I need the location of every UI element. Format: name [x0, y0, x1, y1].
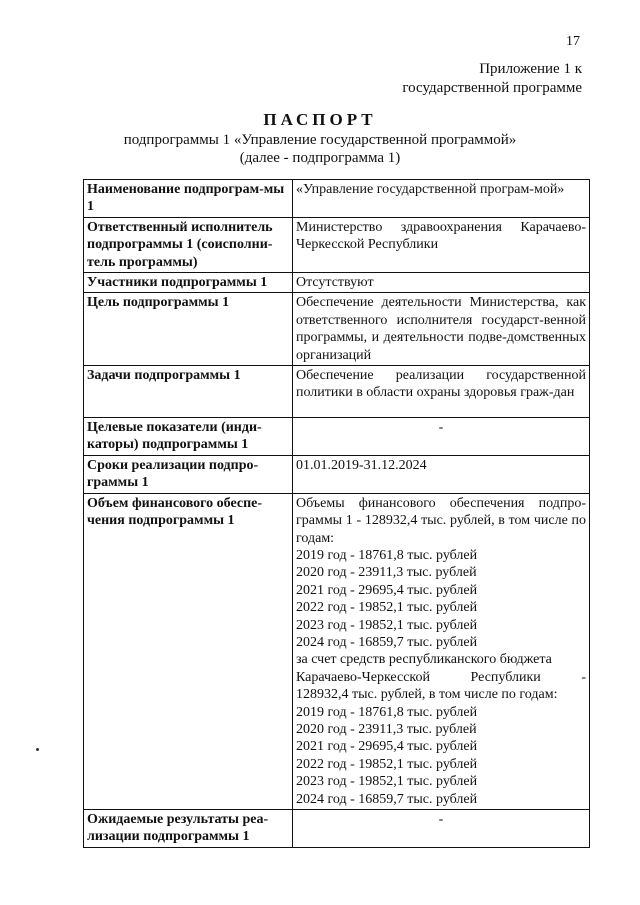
- row-value: «Управление государственной програм-мой»: [293, 180, 590, 218]
- row-value: 01.01.2019-31.12.2024: [293, 455, 590, 493]
- year-amount: 2020 год - 23911,3 тыс. рублей: [296, 565, 477, 581]
- row-value: -: [293, 418, 590, 456]
- document-title: ПАСПОРТ: [263, 110, 377, 129]
- row-value: Обеспечение реализации государственной политики в области охраны здоровья граж-дан: [293, 366, 590, 418]
- subtitle-line-2: (далее - подпрограмма 1): [239, 150, 401, 166]
- row-label: Задачи подпрограммы 1: [84, 366, 293, 418]
- year-amount: 2020 год - 23911,3 тыс. рублей: [296, 721, 477, 737]
- table-row: [84, 418, 590, 456]
- table-row: [84, 366, 590, 418]
- year-amount: 2019 год - 18761,8 тыс. рублей: [296, 704, 478, 720]
- table-row: [84, 493, 590, 809]
- year-amount: 2022 год - 19852,1 тыс. рублей: [296, 756, 478, 772]
- budget-intro-line-2: Карачаево-Черкесской Республики -: [296, 669, 586, 685]
- row-value: Отсутствуют: [293, 273, 590, 293]
- table-row: [84, 810, 590, 848]
- appendix-line-1: Приложение 1 к: [479, 61, 582, 77]
- row-label: Сроки реализации подпро-граммы 1: [84, 455, 293, 493]
- table-row: [84, 180, 590, 218]
- row-value: -: [293, 810, 590, 848]
- year-amount: 2024 год - 16859,7 тыс. рублей: [296, 634, 478, 650]
- year-amount: 2021 год - 29695,4 тыс. рублей: [296, 739, 478, 755]
- passport-table: [83, 179, 590, 848]
- row-label: Ожидаемые результаты реа-лизации подпрограммы 1: [84, 810, 293, 848]
- table-row: [84, 293, 590, 366]
- year-amount: 2019 год - 18761,8 тыс. рублей: [296, 547, 478, 563]
- financing-value: [293, 493, 590, 809]
- row-label: Ответственный исполнитель подпрограммы 1 (соисполни-тель программы): [84, 217, 293, 272]
- table-row: [84, 217, 590, 272]
- budget-intro-line-1: за счет средств республиканского бюджета: [296, 652, 552, 668]
- row-label: Объем финансового обеспе-чения подпрограммы 1: [84, 493, 293, 809]
- table-row: [84, 455, 590, 493]
- scan-speck: [36, 748, 39, 751]
- year-amount: 2024 год - 16859,7 тыс. рублей: [296, 791, 478, 807]
- row-label: Наименование подпрограм-мы 1: [84, 180, 293, 218]
- subtitle-line-1: подпрограммы 1 «Управление государственной программой»: [123, 132, 517, 148]
- row-label: Целевые показатели (инди-каторы) подпрограммы 1: [84, 418, 293, 456]
- row-value: Обеспечение деятельности Министерства, как ответственного исполнителя государст-венной программы, и деятельности подве-домственных организаций: [293, 293, 590, 366]
- page-number: 17: [566, 34, 580, 49]
- year-amount: 2023 год - 19852,1 тыс. рублей: [296, 617, 478, 633]
- year-amount: 2023 год - 19852,1 тыс. рублей: [296, 774, 478, 790]
- row-label: Участники подпрограммы 1: [84, 273, 293, 293]
- year-amount: 2021 год - 29695,4 тыс. рублей: [296, 582, 478, 598]
- appendix-note: [402, 60, 582, 98]
- appendix-line-2: государственной программе: [402, 80, 582, 96]
- year-amount: 2022 год - 19852,1 тыс. рублей: [296, 600, 478, 616]
- document-subtitle: [0, 131, 640, 167]
- financing-intro: Объемы финансового обеспечения подпро-граммы 1 - 128932,4 тыс. рублей, в том числе по годам:: [296, 495, 586, 546]
- row-value: Министерство здравоохранения Карачаево-Черкесской Республики: [293, 217, 590, 272]
- row-label: Цель подпрограммы 1: [84, 293, 293, 366]
- budget-intro-line-3: 128932,4 тыс. рублей, в том числе по годам:: [296, 687, 558, 703]
- table-row: [84, 273, 590, 293]
